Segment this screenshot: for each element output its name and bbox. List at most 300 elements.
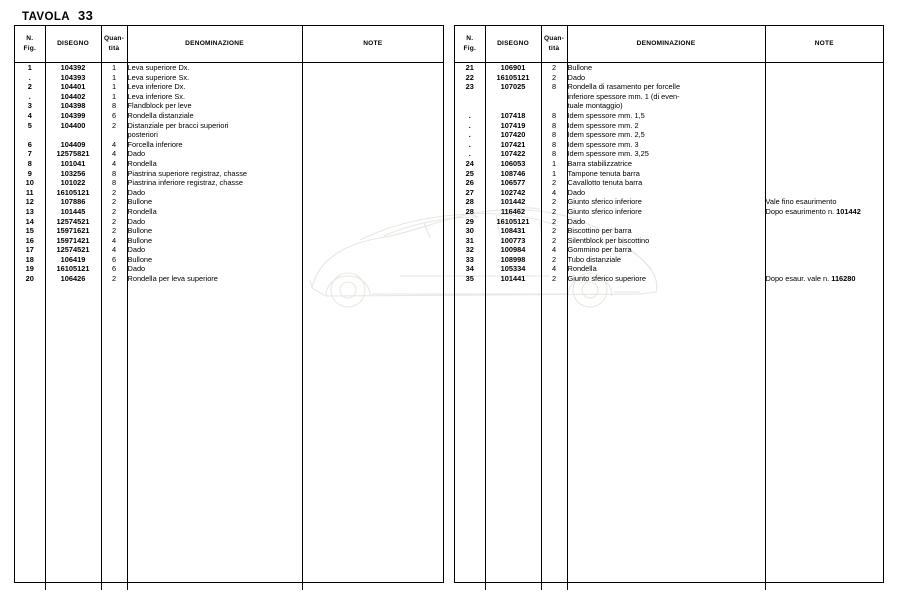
cell-nfig: 23 bbox=[455, 82, 485, 92]
cell-note bbox=[765, 236, 883, 246]
table-row[interactable] bbox=[455, 274, 883, 284]
table-row[interactable] bbox=[15, 92, 443, 102]
cell-note bbox=[765, 169, 883, 179]
page-title-number: 33 bbox=[77, 8, 94, 23]
cell-nfig: . bbox=[455, 149, 485, 159]
cell-note bbox=[302, 188, 443, 198]
cell-denominazione: Leva inferiore Sx. bbox=[127, 92, 302, 102]
cell-quantita: 4 bbox=[101, 149, 127, 159]
cell-denominazione: Idem spessore mm. 3 bbox=[567, 140, 765, 150]
cell-quantita: 2 bbox=[101, 197, 127, 207]
cell-quantita: 2 bbox=[541, 207, 567, 217]
column-header-disegno: DISEGNO bbox=[485, 26, 541, 63]
cell-quantita: 2 bbox=[541, 236, 567, 246]
cell-disegno: 101441 bbox=[485, 274, 541, 284]
cell-denominazione: Dado bbox=[567, 188, 765, 198]
cell-denominazione: Bullone bbox=[567, 63, 765, 73]
column-header-denominazione: DENOMINAZIONE bbox=[567, 26, 765, 63]
column-header-disegno: DISEGNO bbox=[45, 26, 101, 63]
cell-note bbox=[302, 197, 443, 207]
cell-nfig: 26 bbox=[455, 178, 485, 188]
cell-disegno: 104402 bbox=[45, 92, 101, 102]
table-row[interactable] bbox=[455, 101, 883, 111]
column-header-quantita: Quan- tità bbox=[541, 26, 567, 63]
cell-note bbox=[765, 178, 883, 188]
cell-disegno: 103256 bbox=[45, 169, 101, 179]
cell-quantita: 1 bbox=[541, 159, 567, 169]
cell-denominazione: Silentblock per biscottino bbox=[567, 236, 765, 246]
cell-note bbox=[302, 140, 443, 150]
cell-disegno bbox=[45, 130, 101, 140]
cell-nfig: 9 bbox=[15, 169, 45, 179]
cell-denominazione: Idem spessore mm. 3,25 bbox=[567, 149, 765, 159]
cell-disegno: 107419 bbox=[485, 121, 541, 131]
cell-nfig: 6 bbox=[15, 140, 45, 150]
cell-denominazione: Leva inferiore Dx. bbox=[127, 82, 302, 92]
table-row[interactable] bbox=[15, 178, 443, 188]
cell-quantita: 8 bbox=[541, 111, 567, 121]
cell-denominazione: Leva superiore Sx. bbox=[127, 73, 302, 83]
cell-note bbox=[765, 73, 883, 83]
table-row[interactable] bbox=[455, 140, 883, 150]
cell-quantita: 2 bbox=[101, 121, 127, 131]
cell-disegno: 12574521 bbox=[45, 217, 101, 227]
cell-quantita: 2 bbox=[541, 197, 567, 207]
cell-denominazione: Bullone bbox=[127, 197, 302, 207]
page-title bbox=[22, 8, 93, 23]
cell-quantita: 4 bbox=[541, 264, 567, 274]
cell-note bbox=[302, 226, 443, 236]
cell-nfig: . bbox=[455, 130, 485, 140]
table-row[interactable] bbox=[15, 197, 443, 207]
cell-note bbox=[302, 255, 443, 265]
cell-denominazione: Piastrina superiore registraz, chasse bbox=[127, 169, 302, 179]
cell-nfig: 4 bbox=[15, 111, 45, 121]
cell-quantita: 8 bbox=[541, 121, 567, 131]
cell-note bbox=[765, 255, 883, 265]
cell-nfig: 21 bbox=[455, 63, 485, 73]
cell-denominazione: Rondella per leva superiore bbox=[127, 274, 302, 284]
cell-quantita: 2 bbox=[541, 255, 567, 265]
table-row[interactable] bbox=[15, 149, 443, 159]
cell-nfig: . bbox=[15, 73, 45, 83]
cell-quantita: 4 bbox=[101, 159, 127, 169]
note-reference-number: 101442 bbox=[836, 206, 861, 216]
cell-quantita: 6 bbox=[101, 264, 127, 274]
cell-note: Dopo esaurimento n. 101442 bbox=[765, 207, 883, 217]
cell-disegno: 101445 bbox=[45, 207, 101, 217]
filler-cell bbox=[302, 284, 443, 590]
table-row[interactable] bbox=[455, 226, 883, 236]
cell-nfig: . bbox=[455, 140, 485, 150]
cell-note bbox=[302, 236, 443, 246]
cell-disegno: 104400 bbox=[45, 121, 101, 131]
cell-note bbox=[765, 121, 883, 131]
filler-cell bbox=[485, 284, 541, 590]
cell-disegno: 106426 bbox=[45, 274, 101, 284]
cell-note bbox=[302, 169, 443, 179]
cell-disegno: 16105121 bbox=[45, 188, 101, 198]
cell-quantita: 1 bbox=[101, 92, 127, 102]
cell-nfig: 28 bbox=[455, 197, 485, 207]
cell-denominazione: tuale montaggio) bbox=[567, 101, 765, 111]
cell-denominazione: Idem spessore mm. 2,5 bbox=[567, 130, 765, 140]
cell-quantita: 2 bbox=[101, 188, 127, 198]
cell-denominazione: Idem spessore mm. 1,5 bbox=[567, 111, 765, 121]
cell-quantita: 2 bbox=[541, 217, 567, 227]
cell-quantita bbox=[101, 130, 127, 140]
cell-quantita: 2 bbox=[101, 226, 127, 236]
cell-nfig: 16 bbox=[15, 236, 45, 246]
cell-nfig: 5 bbox=[15, 121, 45, 131]
cell-quantita: 2 bbox=[541, 178, 567, 188]
cell-quantita: 6 bbox=[101, 111, 127, 121]
cell-quantita: 1 bbox=[101, 82, 127, 92]
cell-quantita: 8 bbox=[101, 178, 127, 188]
cell-disegno: 108998 bbox=[485, 255, 541, 265]
cell-denominazione: Giunto sferico inferiore bbox=[567, 197, 765, 207]
column-header-note: NOTE bbox=[765, 26, 883, 63]
table-row[interactable] bbox=[455, 245, 883, 255]
cell-nfig: 20 bbox=[15, 274, 45, 284]
cell-disegno: 104409 bbox=[45, 140, 101, 150]
table-row[interactable] bbox=[455, 207, 883, 217]
table-row[interactable] bbox=[455, 169, 883, 179]
cell-denominazione: Distanziale per bracci superiori bbox=[127, 121, 302, 131]
column-header-denominazione: DENOMINAZIONE bbox=[127, 26, 302, 63]
table-row[interactable] bbox=[15, 82, 443, 92]
page-title-label: TAVOLA bbox=[22, 11, 70, 23]
cell-note bbox=[765, 101, 883, 111]
cell-disegno: 15971621 bbox=[45, 226, 101, 236]
cell-nfig: 11 bbox=[15, 188, 45, 198]
cell-disegno: 100773 bbox=[485, 236, 541, 246]
cell-denominazione: Cavallotto tenuta barra bbox=[567, 178, 765, 188]
table-row[interactable] bbox=[455, 111, 883, 121]
table-row[interactable] bbox=[15, 274, 443, 284]
cell-note bbox=[302, 217, 443, 227]
cell-nfig: 29 bbox=[455, 217, 485, 227]
table-row[interactable] bbox=[15, 217, 443, 227]
cell-denominazione: Dado bbox=[127, 264, 302, 274]
cell-note bbox=[302, 149, 443, 159]
cell-denominazione: Barra stabilizzatrice bbox=[567, 159, 765, 169]
cell-disegno: 107420 bbox=[485, 130, 541, 140]
cell-disegno bbox=[485, 92, 541, 102]
table-row[interactable] bbox=[455, 255, 883, 265]
filler-cell bbox=[101, 284, 127, 590]
cell-denominazione: Bullone bbox=[127, 236, 302, 246]
cell-denominazione: Biscottino per barra bbox=[567, 226, 765, 236]
cell-denominazione: Rondella di rasamento per forcelle bbox=[567, 82, 765, 92]
table-filler-row bbox=[15, 284, 443, 590]
note-reference-number: 116280 bbox=[831, 274, 856, 284]
cell-quantita: 1 bbox=[101, 73, 127, 83]
cell-note bbox=[765, 82, 883, 92]
cell-nfig: 18 bbox=[15, 255, 45, 265]
cell-denominazione: posteriori bbox=[127, 130, 302, 140]
cell-nfig: 7 bbox=[15, 149, 45, 159]
cell-quantita: 6 bbox=[101, 255, 127, 265]
cell-note bbox=[302, 73, 443, 83]
cell-nfig: 13 bbox=[15, 207, 45, 217]
cell-nfig: 1 bbox=[15, 63, 45, 73]
cell-nfig: 3 bbox=[15, 101, 45, 111]
table-row[interactable] bbox=[455, 217, 883, 227]
cell-note bbox=[302, 121, 443, 131]
cell-nfig: 15 bbox=[15, 226, 45, 236]
table-row[interactable] bbox=[455, 188, 883, 198]
cell-disegno: 107418 bbox=[485, 111, 541, 121]
table-row[interactable] bbox=[455, 264, 883, 274]
cell-denominazione: Tampone tenuta barra bbox=[567, 169, 765, 179]
cell-nfig: 10 bbox=[15, 178, 45, 188]
cell-note bbox=[302, 264, 443, 274]
table-row[interactable] bbox=[455, 197, 883, 207]
cell-quantita: 2 bbox=[541, 274, 567, 284]
cell-nfig bbox=[455, 92, 485, 102]
cell-nfig: 2 bbox=[15, 82, 45, 92]
cell-disegno: 102742 bbox=[485, 188, 541, 198]
filler-cell bbox=[127, 284, 302, 590]
cell-denominazione: inferiore spessore mm. 1 (di even- bbox=[567, 92, 765, 102]
cell-note bbox=[765, 264, 883, 274]
cell-disegno: 104401 bbox=[45, 82, 101, 92]
cell-disegno: 104398 bbox=[45, 101, 101, 111]
table-row[interactable] bbox=[455, 236, 883, 246]
cell-quantita: 8 bbox=[101, 169, 127, 179]
cell-quantita: 8 bbox=[101, 101, 127, 111]
cell-nfig: 19 bbox=[15, 264, 45, 274]
cell-disegno: 104399 bbox=[45, 111, 101, 121]
table-row[interactable] bbox=[455, 178, 883, 188]
cell-nfig: 33 bbox=[455, 255, 485, 265]
cell-nfig: 25 bbox=[455, 169, 485, 179]
cell-quantita: 4 bbox=[101, 236, 127, 246]
cell-quantita: 2 bbox=[101, 207, 127, 217]
cell-note bbox=[765, 245, 883, 255]
cell-disegno: 108431 bbox=[485, 226, 541, 236]
cell-note bbox=[765, 159, 883, 169]
cell-note bbox=[765, 140, 883, 150]
cell-denominazione: Giunto sferico superiore bbox=[567, 274, 765, 284]
table-row[interactable] bbox=[15, 121, 443, 131]
cell-nfig: 24 bbox=[455, 159, 485, 169]
cell-note: Dopo esaur. vale n. 116280 bbox=[765, 274, 883, 284]
cell-note bbox=[765, 226, 883, 236]
filler-cell bbox=[765, 284, 883, 590]
cell-disegno: 108746 bbox=[485, 169, 541, 179]
cell-quantita: 2 bbox=[541, 63, 567, 73]
cell-disegno: 107886 bbox=[45, 197, 101, 207]
cell-nfig: 8 bbox=[15, 159, 45, 169]
cell-nfig bbox=[455, 101, 485, 111]
table-row[interactable] bbox=[15, 159, 443, 169]
cell-note bbox=[302, 178, 443, 188]
cell-nfig: 27 bbox=[455, 188, 485, 198]
cell-nfig: . bbox=[455, 121, 485, 131]
cell-note bbox=[302, 159, 443, 169]
filler-cell bbox=[455, 284, 485, 590]
cell-nfig: 30 bbox=[455, 226, 485, 236]
cell-nfig: . bbox=[455, 111, 485, 121]
cell-denominazione: Dado bbox=[567, 73, 765, 83]
table-row[interactable] bbox=[15, 255, 443, 265]
table-header-row-left bbox=[15, 26, 443, 63]
column-header-note: NOTE bbox=[302, 26, 443, 63]
cell-quantita bbox=[541, 101, 567, 111]
cell-note bbox=[765, 188, 883, 198]
filler-cell bbox=[15, 284, 45, 590]
filler-cell bbox=[45, 284, 101, 590]
table-row[interactable] bbox=[15, 63, 443, 73]
column-header-nfig: N. Fig. bbox=[15, 26, 45, 63]
cell-disegno: 105334 bbox=[485, 264, 541, 274]
cell-disegno: 101022 bbox=[45, 178, 101, 188]
cell-denominazione: Dado bbox=[127, 149, 302, 159]
parts-table-right bbox=[454, 25, 884, 583]
cell-denominazione: Rondella bbox=[567, 264, 765, 274]
cell-nfig: 12 bbox=[15, 197, 45, 207]
table-row[interactable] bbox=[455, 82, 883, 92]
cell-nfig: 35 bbox=[455, 274, 485, 284]
table-row[interactable] bbox=[455, 130, 883, 140]
cell-disegno: 106053 bbox=[485, 159, 541, 169]
cell-disegno: 106419 bbox=[45, 255, 101, 265]
cell-quantita: 4 bbox=[541, 245, 567, 255]
table-row[interactable] bbox=[455, 121, 883, 131]
cell-disegno: 16105121 bbox=[485, 217, 541, 227]
cell-note bbox=[302, 63, 443, 73]
cell-disegno: 104392 bbox=[45, 63, 101, 73]
cell-note bbox=[302, 92, 443, 102]
cell-note: Vale fino esaurimento bbox=[765, 197, 883, 207]
column-header-quantita: Quan- tità bbox=[101, 26, 127, 63]
cell-denominazione: Tubo distanziale bbox=[567, 255, 765, 265]
cell-quantita: 2 bbox=[541, 226, 567, 236]
table-row[interactable] bbox=[455, 149, 883, 159]
cell-denominazione: Leva superiore Dx. bbox=[127, 63, 302, 73]
table-row[interactable] bbox=[455, 92, 883, 102]
cell-disegno: 100984 bbox=[485, 245, 541, 255]
table-filler-row bbox=[455, 284, 883, 590]
cell-disegno: 101041 bbox=[45, 159, 101, 169]
cell-note bbox=[765, 217, 883, 227]
table-row[interactable] bbox=[15, 207, 443, 217]
cell-denominazione: Rondella distanziale bbox=[127, 111, 302, 121]
table-row[interactable] bbox=[15, 188, 443, 198]
cell-note bbox=[765, 92, 883, 102]
cell-quantita: 8 bbox=[541, 130, 567, 140]
table-row[interactable] bbox=[455, 63, 883, 73]
table-row[interactable] bbox=[15, 264, 443, 274]
cell-quantita: 8 bbox=[541, 140, 567, 150]
cell-note bbox=[302, 130, 443, 140]
cell-denominazione: Giunto sferico inferiore bbox=[567, 207, 765, 217]
cell-nfig: . bbox=[15, 92, 45, 102]
cell-disegno: 101442 bbox=[485, 197, 541, 207]
cell-disegno: 107025 bbox=[485, 82, 541, 92]
cell-nfig: 14 bbox=[15, 217, 45, 227]
cell-denominazione: Dado bbox=[127, 217, 302, 227]
cell-nfig: 28 bbox=[455, 207, 485, 217]
cell-note bbox=[302, 207, 443, 217]
cell-quantita: 8 bbox=[541, 82, 567, 92]
cell-denominazione: Idem spessore mm. 2 bbox=[567, 121, 765, 131]
table-header-row-right bbox=[455, 26, 883, 63]
cell-quantita: 8 bbox=[541, 149, 567, 159]
cell-denominazione: Bullone bbox=[127, 255, 302, 265]
cell-disegno: 16105121 bbox=[45, 264, 101, 274]
column-header-nfig: N. Fig. bbox=[455, 26, 485, 63]
cell-note bbox=[302, 111, 443, 121]
cell-denominazione: Rondella bbox=[127, 159, 302, 169]
filler-cell bbox=[541, 284, 567, 590]
table-row[interactable] bbox=[15, 73, 443, 83]
cell-quantita: 1 bbox=[101, 63, 127, 73]
cell-quantita: 2 bbox=[101, 217, 127, 227]
cell-disegno: 107421 bbox=[485, 140, 541, 150]
cell-denominazione: Rondella bbox=[127, 207, 302, 217]
cell-denominazione: Piastrina inferiore registraz, chasse bbox=[127, 178, 302, 188]
table-row[interactable] bbox=[15, 236, 443, 246]
cell-quantita: 4 bbox=[541, 188, 567, 198]
cell-disegno: 12574521 bbox=[45, 245, 101, 255]
cell-nfig: 17 bbox=[15, 245, 45, 255]
cell-quantita: 4 bbox=[101, 140, 127, 150]
cell-disegno: 15971421 bbox=[45, 236, 101, 246]
cell-denominazione: Dado bbox=[127, 245, 302, 255]
table-row[interactable] bbox=[15, 245, 443, 255]
cell-disegno: 106901 bbox=[485, 63, 541, 73]
cell-quantita: 2 bbox=[541, 73, 567, 83]
cell-nfig: 22 bbox=[455, 73, 485, 83]
table-row[interactable] bbox=[15, 226, 443, 236]
table-row[interactable] bbox=[455, 73, 883, 83]
cell-note bbox=[302, 245, 443, 255]
table-row[interactable] bbox=[15, 111, 443, 121]
cell-disegno: 116462 bbox=[485, 207, 541, 217]
cell-note bbox=[765, 130, 883, 140]
cell-disegno: 16105121 bbox=[485, 73, 541, 83]
cell-disegno: 12575821 bbox=[45, 149, 101, 159]
cell-denominazione: Dado bbox=[567, 217, 765, 227]
cell-quantita bbox=[541, 92, 567, 102]
cell-note bbox=[302, 274, 443, 284]
table-row[interactable] bbox=[15, 169, 443, 179]
cell-nfig bbox=[15, 130, 45, 140]
cell-note bbox=[765, 111, 883, 121]
table-row[interactable] bbox=[15, 140, 443, 150]
cell-nfig: 31 bbox=[455, 236, 485, 246]
cell-denominazione: Gommino per barra bbox=[567, 245, 765, 255]
cell-quantita: 2 bbox=[101, 274, 127, 284]
cell-quantita: 1 bbox=[541, 169, 567, 179]
cell-note bbox=[765, 63, 883, 73]
table-row[interactable] bbox=[455, 159, 883, 169]
table-row[interactable] bbox=[15, 130, 443, 140]
cell-disegno: 104393 bbox=[45, 73, 101, 83]
parts-table-left bbox=[14, 25, 444, 583]
table-row[interactable] bbox=[15, 101, 443, 111]
filler-cell bbox=[567, 284, 765, 590]
cell-denominazione: Flandblock per leve bbox=[127, 101, 302, 111]
cell-disegno: 107422 bbox=[485, 149, 541, 159]
cell-nfig: 34 bbox=[455, 264, 485, 274]
cell-denominazione: Dado bbox=[127, 188, 302, 198]
cell-denominazione: Forcella inferiore bbox=[127, 140, 302, 150]
cell-nfig: 32 bbox=[455, 245, 485, 255]
